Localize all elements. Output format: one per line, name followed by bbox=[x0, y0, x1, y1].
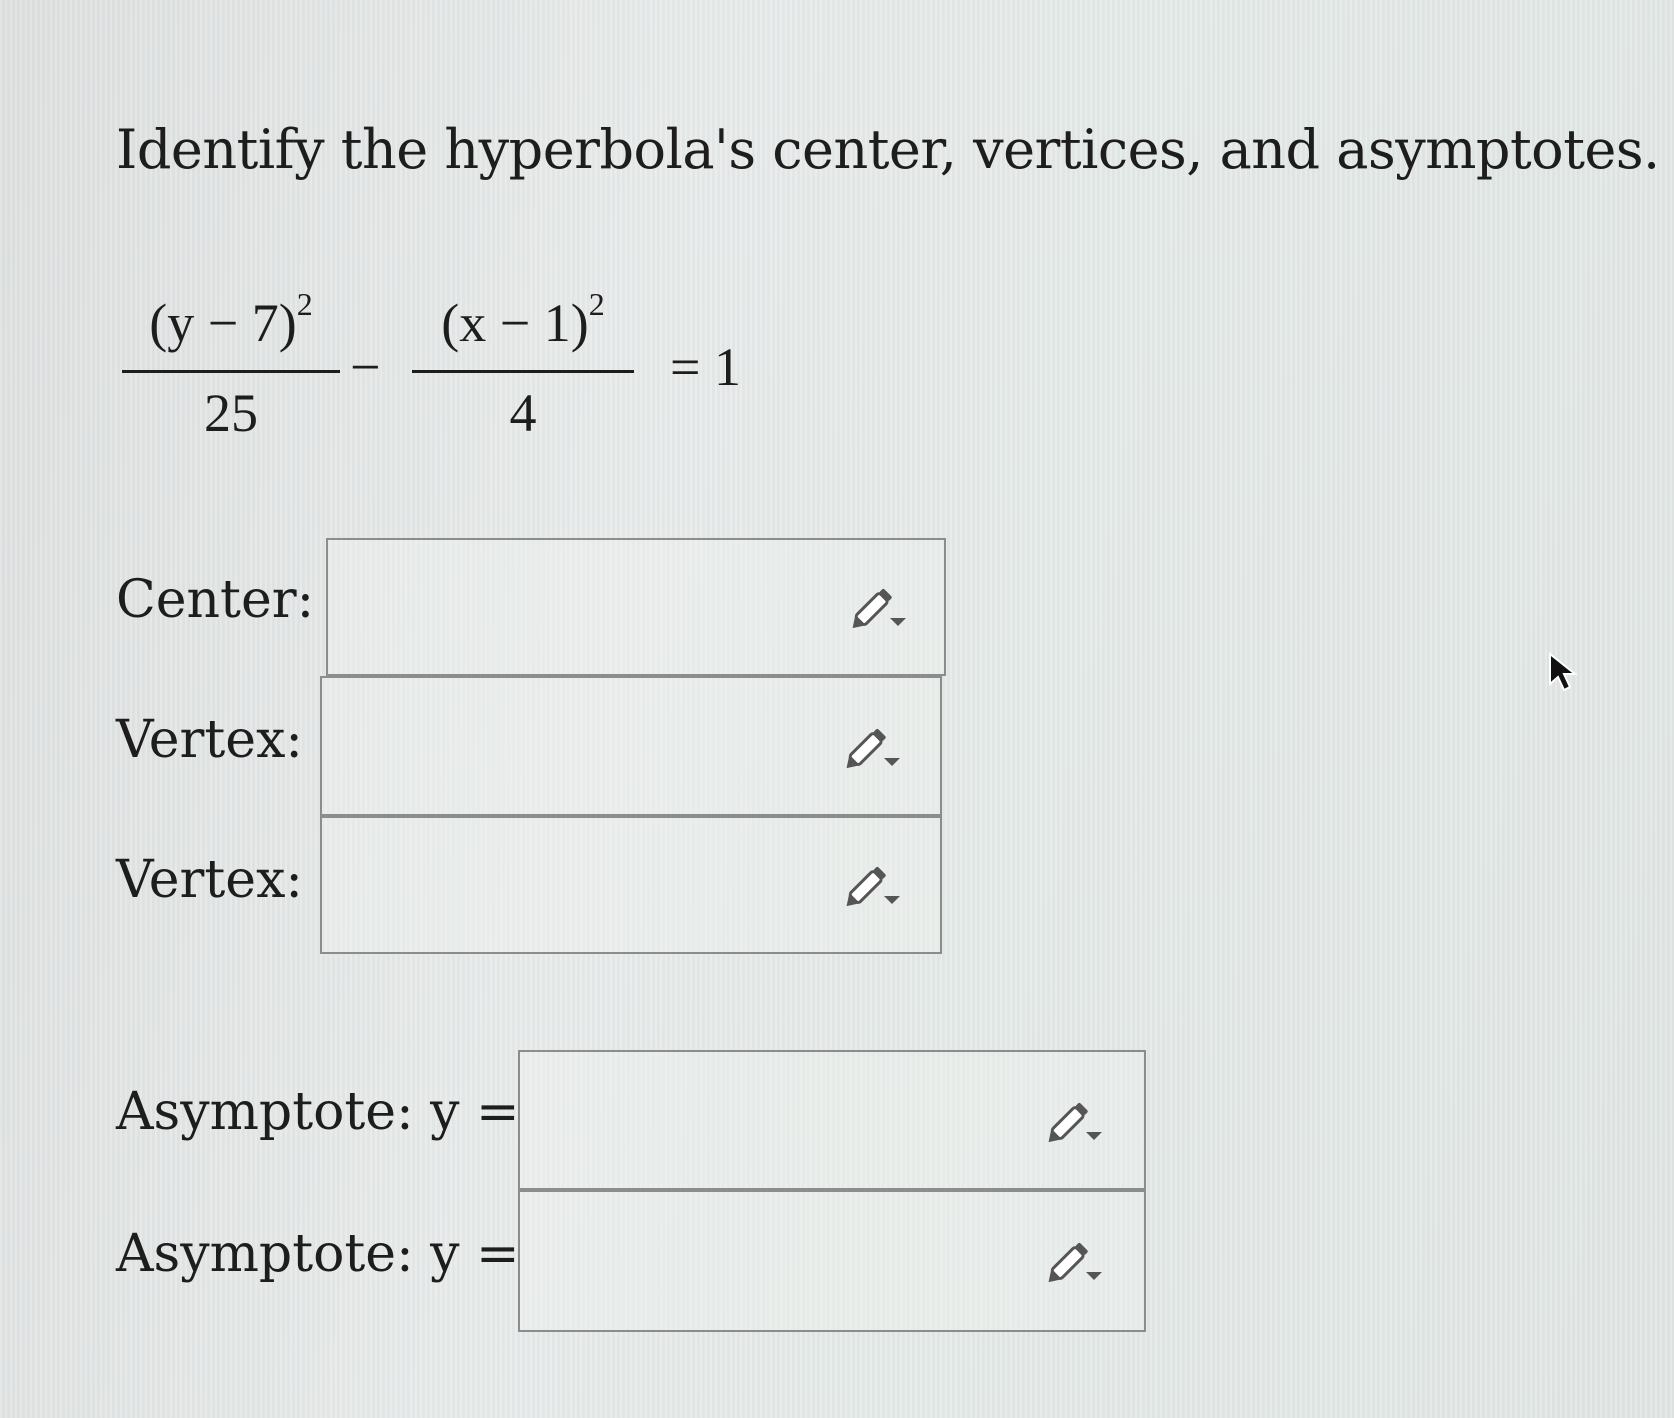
pencil-dropdown-icon[interactable] bbox=[842, 862, 902, 908]
fraction-bar bbox=[122, 370, 340, 373]
fraction-x-exponent: 2 bbox=[588, 286, 605, 322]
pencil-dropdown-icon[interactable] bbox=[1044, 1098, 1104, 1144]
asymptote-label: Asymptote: y = bbox=[116, 1224, 520, 1284]
pencil-dropdown-icon[interactable] bbox=[1044, 1238, 1104, 1284]
fraction-x-denominator: 4 bbox=[509, 383, 537, 443]
fraction-y-exponent: 2 bbox=[296, 286, 313, 322]
fraction-y-term bbox=[122, 286, 340, 462]
asymptote-input-1[interactable] bbox=[518, 1050, 1146, 1190]
vertex-label: Vertex: bbox=[116, 850, 303, 910]
equals-one: = 1 bbox=[670, 337, 741, 397]
center-input[interactable] bbox=[326, 538, 946, 676]
fraction-bar bbox=[412, 370, 634, 373]
fraction-y-numerator: (y − 7) bbox=[149, 293, 297, 353]
mouse-cursor-icon bbox=[1548, 652, 1582, 692]
center-label: Center: bbox=[116, 570, 315, 630]
vertex-input-2[interactable] bbox=[320, 816, 942, 954]
fraction-x-numerator: (x − 1) bbox=[441, 293, 589, 353]
question-text: Identify the hyperbola's center, vertices, and asymptotes. bbox=[116, 118, 1660, 181]
pencil-dropdown-icon[interactable] bbox=[842, 724, 902, 770]
asymptote-label: Asymptote: y = bbox=[116, 1082, 520, 1142]
vertex-label: Vertex: bbox=[116, 710, 303, 770]
pencil-dropdown-icon[interactable] bbox=[848, 584, 908, 630]
fraction-y-denominator: 25 bbox=[204, 383, 258, 443]
asymptote-input-2[interactable] bbox=[518, 1190, 1146, 1332]
minus-sign: − bbox=[350, 337, 381, 397]
vertex-input-1[interactable] bbox=[320, 676, 942, 816]
fraction-x-term bbox=[412, 286, 634, 462]
